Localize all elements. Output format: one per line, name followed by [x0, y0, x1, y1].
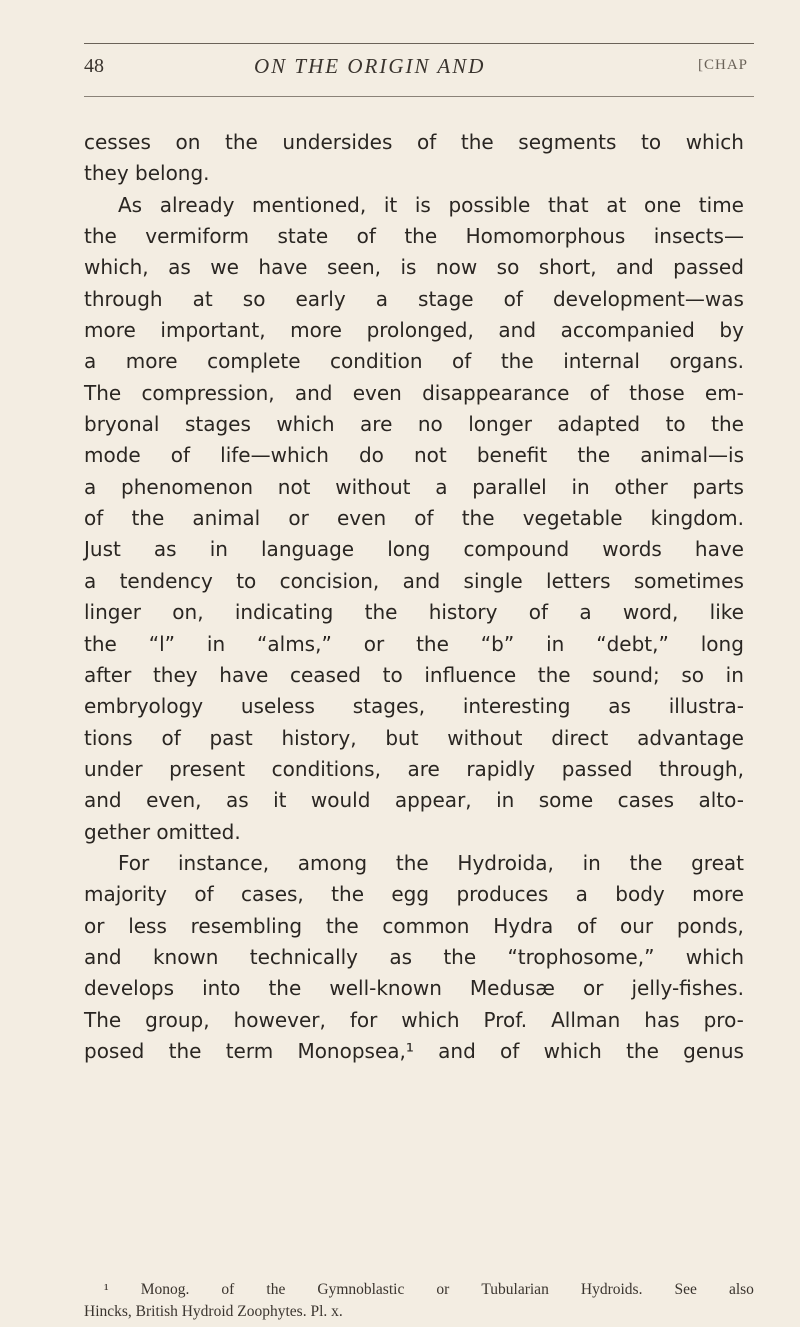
text-line: For instance, among the Hydroida, in the great: [118, 850, 744, 875]
text-line: the “l” in “alms,” or the “b” in “debt,” long: [84, 631, 744, 656]
text-line: gether omitted.: [84, 819, 241, 844]
text-line: a phenomenon not without a parallel in other parts: [84, 474, 744, 499]
running-title: ON THE ORIGIN AND: [254, 54, 486, 78]
text-line: the vermiform state of the Homomorphous insects—: [84, 224, 744, 249]
text-line: under present conditions, are rapidly passed through,: [84, 756, 744, 781]
text-line: mode of life—which do not benefit the animal—is: [84, 443, 744, 468]
text-line: they belong.: [84, 161, 210, 186]
body-text: [84, 127, 744, 1067]
header-top-rule: [84, 43, 754, 44]
text-line: and known technically as the “trophosome,” which: [84, 944, 744, 969]
text-line: linger on, indicating the history of a word, like: [84, 600, 744, 625]
text-line: embryology useless stages, interesting as illustra-: [84, 694, 744, 719]
text-line: of the animal or even of the vegetable kingdom.: [84, 506, 744, 531]
page-header: [84, 38, 754, 88]
footnote-line: ¹ Monog. of the Gymnoblastic or Tubularian Hydroids. See also: [104, 1281, 754, 1298]
text-line: develops into the well-known Medusæ or jelly-fishes.: [84, 976, 744, 1001]
text-line: more important, more prolonged, and accompanied by: [84, 318, 744, 343]
footnote-line: Hincks, British Hydroid Zoophytes. Pl. x.: [84, 1303, 343, 1320]
text-line: The group, however, for which Prof. Allman has pro-: [84, 1007, 744, 1032]
text-line: As already mentioned, it is possible that at one time: [118, 192, 744, 217]
text-line: posed the term Monopsea,¹ and of which the genus: [84, 1038, 744, 1063]
text-line: bryonal stages which are no longer adapted to the: [84, 412, 744, 437]
text-line: a more complete condition of the internal organs.: [84, 349, 744, 374]
text-line: which, as we have seen, is now so short, and passed: [84, 255, 744, 280]
text-line: The compression, and even disappearance of those em-: [84, 380, 744, 405]
text-line: tions of past history, but without direct advantage: [84, 725, 744, 750]
chapter-mark: [CHAP: [697, 57, 748, 73]
text-line: a tendency to concision, and single letters sometimes: [84, 568, 744, 593]
text-line: after they have ceased to influence the sound; so in: [84, 662, 744, 687]
text-line: or less resembling the common Hydra of our ponds,: [84, 913, 744, 938]
text-line: through at so early a stage of development—was: [84, 286, 744, 311]
text-line: majority of cases, the egg produces a body more: [84, 882, 744, 907]
text-line: and even, as it would appear, in some cases alto-: [84, 788, 744, 813]
header-bottom-rule: [84, 96, 754, 97]
page-number: 48: [84, 55, 104, 77]
text-line: cesses on the undersides of the segments to which: [84, 130, 744, 154]
text-line: Just as in language long compound words have: [84, 537, 744, 562]
footnote: [84, 1279, 754, 1323]
